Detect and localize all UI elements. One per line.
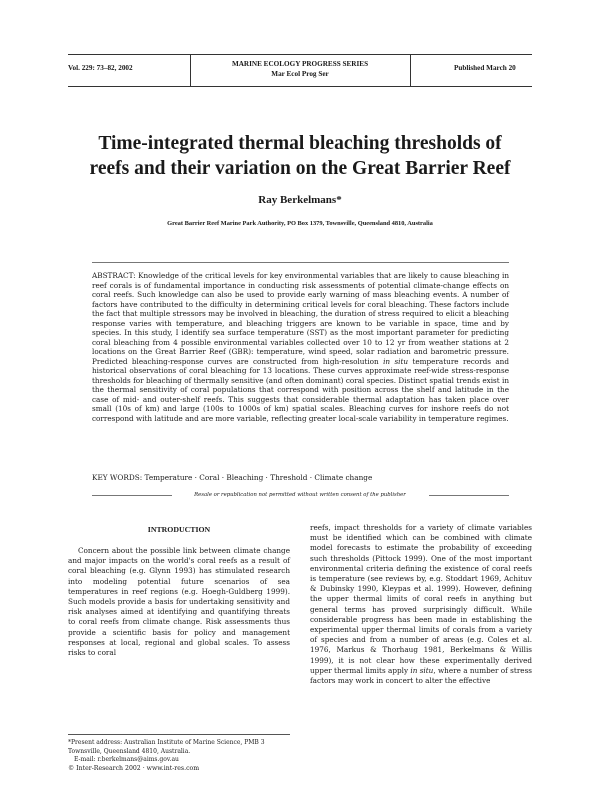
- header-top-rule: [68, 54, 532, 55]
- republication-notice: Resale or republication not permitted without written consent of the publisher: [194, 492, 406, 498]
- intro-right-italic: in situ: [410, 665, 434, 675]
- publication-date: Published March 20: [454, 64, 516, 72]
- author-affiliation: Great Barrier Reef Marine Park Authority, PO Box 1379, Townsville, Queensland 4810, Australia: [167, 220, 433, 227]
- footnote-rule: [68, 734, 290, 735]
- title-line-2: reefs and their variation on the Great Barrier Reef: [89, 158, 511, 179]
- footnote-address: *Present address: Australian Institute of Marine Science, PMB 3 Townsville, Queensland 4810, Australia.: [68, 739, 265, 755]
- notice-rule-right: [429, 495, 509, 496]
- footnote: [68, 739, 290, 765]
- introduction-heading: INTRODUCTION: [147, 525, 211, 534]
- volume-info: Vol. 229: 73–82, 2002: [68, 64, 133, 72]
- intro-right-text-2: , where a number of stress factors may work in concert to alter the effective: [310, 665, 533, 686]
- header-bottom-rule: [68, 86, 532, 87]
- header-divider-right: [410, 54, 411, 86]
- introduction-right-column: [310, 523, 532, 686]
- journal-abbrev: Mar Ecol Prog Ser: [271, 70, 329, 78]
- abstract-top-rule: [92, 262, 509, 263]
- journal-series: MARINE ECOLOGY PROGRESS SERIES: [231, 60, 369, 68]
- abstract-label: ABSTRACT:: [92, 271, 136, 280]
- keywords: KEY WORDS: Temperature · Coral · Bleaching · Threshold · Climate change: [92, 473, 373, 482]
- intro-paragraph-left: Concern about the possible link between climate change and major impacts on the world's coral reefs as a result of coral bleaching (e.g. Glynn 1993) has stimulated research into modeling potential future scenarios of sea temperatures in reef regions (e.g. Hoegh-Guldberg 1999). Such models provide a basis for undertaking sensitivity and risk analyses aimed at identifying and quantifying threats to coral reefs from climate change. Risk assessments thus provide a scientific basis for policy and management responses at local, regional and global scales. To assess risks to coral: [68, 546, 290, 658]
- copyright: © Inter-Research 2002 · www.int-res.com: [68, 765, 200, 772]
- intro-right-text-1: reefs, impact thresholds for a variety of climate variables must be identified which can be combined with climate model forecasts to estimate the probability of exceeding such thresholds (Pittock 1999). One of the most important environmental criteria defining the existence of coral reefs is temperature (see reviews by, e.g. Stoddart 1969, Achituv & Dubinsky 1990, Kleypas et al. 1999). However, defining the upper thermal limits of coral reefs in anything but general terms has proved surprisingly difficult. While considerable progress has been made in establishing the experimental upper thermal limits of corals from a variety of species and from a number of areas (e.g. Coles et al. 1976, Markus & Thorhaug 1981, Berkelmans & Willis 1999), it is not clear how these experimentally derived upper thermal limits apply: [310, 523, 532, 675]
- journal-name: [196, 59, 404, 79]
- footnote-email: E-mail: r.berkelmans@aims.gov.au: [74, 756, 179, 763]
- header-divider-left: [190, 54, 191, 86]
- article-title: [60, 131, 540, 181]
- introduction-left-column: [68, 546, 290, 658]
- abstract: [92, 271, 509, 423]
- title-line-1: Time-integrated thermal bleaching thresholds of: [98, 133, 502, 154]
- author-name: Ray Berkelmans*: [258, 194, 342, 206]
- abstract-text-2: temperature records and historical observations of coral bleaching for 13 locations. These curves approximate reef-wide stress-response thresholds for bleaching of thermally sensitive (and often dominant) coral species. Distinct spatial trends exist in the thermal sensitivity of coral populations that correspond with position across the shelf and latitude in the case of mid- and outer-shelf reefs. This suggests that considerable thermal adaptation has taken place over small (10s of km) and large (100s to 1000s of km) spatial scales. Bleaching curves for inshore reefs do not correspond with latitude and are more variable, reflecting greater local-scale variability in temperature regimes.: [92, 356, 509, 423]
- abstract-italic: in situ: [383, 356, 409, 366]
- abstract-text-1: Knowledge of the critical levels for key environmental variables that are likely to cause bleaching in reef corals is of fundamental importance in conducting risk assessments of potential climate-change effects on coral reefs. Such knowledge can also be used to provide early warning of mass bleaching events. A number of factors have contributed to the difficulty in determining critical levels for coral bleaching. These factors include the fact that multiple stressors may be involved in bleaching, the duration of stress required to elicit a bleaching response varies with temperature, and bleaching triggers are known to be variable in space, time and by species. In this study, I identify sea surface temperature (SST) as the most important parameter for predicting coral bleaching from 4 possible environmental variables collected over 10 to 12 yr from weather stations at 2 locations on the Great Barrier Reef (GBR): temperature, wind speed, solar radiation and barometric pressure. Predicted bleaching-response curves are constructed from high-resolution: [92, 271, 509, 366]
